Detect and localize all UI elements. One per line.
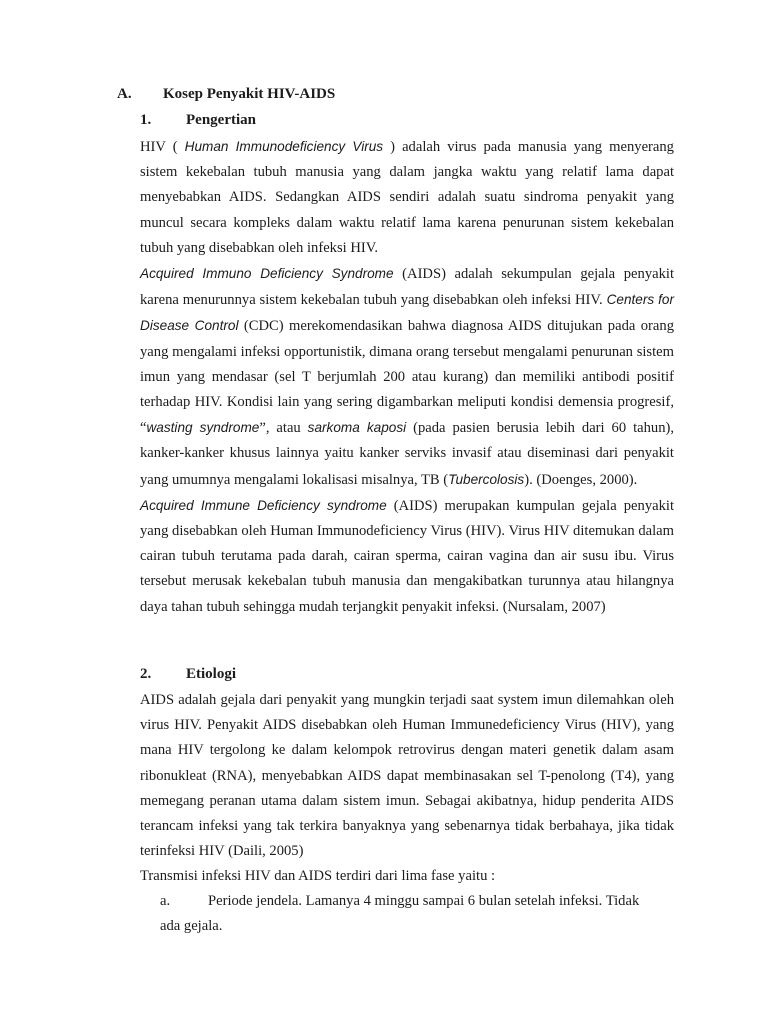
italic-term: Centers for Disease Control — [140, 292, 674, 334]
transmission-phase-list — [140, 889, 674, 939]
subsection-2-title: Etiologi — [186, 666, 237, 682]
subsection-1-marker: 1. — [140, 112, 152, 128]
list-item-line-1: Periode jendela. Lamanya 4 minggu sampai 6 bulan setelah infeksi. Tidak — [208, 893, 640, 909]
paragraph-text: (AIDS) merupakan kumpulan gejala penyakit yang disebabkan oleh Human Immunodeficiency Virus (HIV). Virus HIV ditemukan dalam cairan tubuh terutama pada darah, cairan sperma, cairan vagina dan air susu ibu. Virus tersebut merusak kekebalan tubuh manusia dan mengakibatkan turunnya atau hilangnya daya tahan tubuh sehingga mudah terjangkit penyakit infeksi. (Nursalam, 2007) — [140, 497, 674, 615]
italic-term: sarkoma kaposi — [307, 420, 407, 436]
list-item-marker: a. — [160, 893, 171, 909]
subsection-2-marker: 2. — [140, 666, 152, 682]
italic-term: Acquired Immune Deficiency syndrome — [140, 497, 387, 513]
paragraph-aids-cdc — [140, 261, 674, 493]
paragraph-text: ”, atau — [259, 420, 308, 437]
subsection-1-title: Pengertian — [186, 112, 256, 128]
paragraph-text: ). (Doenges, 2000). — [524, 471, 638, 488]
paragraph-aids-nursalam — [140, 493, 674, 620]
paragraph-hiv-definition — [140, 134, 674, 261]
italic-term: Human Immunodeficiency Virus — [184, 139, 384, 154]
etiologi-body — [140, 688, 674, 890]
paragraph-text: HIV ( — [140, 139, 185, 155]
paragraph-etiologi: AIDS adalah gejala dari penyakit yang mungkin terjadi saat system imun dilemahkan oleh virus HIV. Penyakit AIDS disebabkan oleh Human Immunedeficiency Virus (HIV), yang mana HIV tergolong ke dalam kelompok retrovirus dengan materi genetik dalam asam ribonukleat (RNA), menyebabkan AIDS dapat membinasakan sel T-penolong (T4), yang memegang peranan utama dalam sistem imun. Sebagai akibatnya, hidup penderita AIDS terancam infeksi yang tak terkira banyaknya yang sebenarnya tidak berbahaya, jika tidak terinfeksi HIV (Daili, 2005) — [140, 692, 674, 860]
paragraph-text: (CDC) merekomendasikan bahwa diagnosa AIDS ditujukan pada orang yang mengalami infeksi opportunistik, dimana orang tersebut mengalami penurunan sistem imun yang mendasar (sel T berjumlah 200 atau kurang) dan memiliki antibodi positif terhadap HIV. Kondisi lain yang sering digambarkan meliputi kondisi demensia progresif, “ — [140, 318, 674, 437]
list-item-line-2: ada gejala. — [160, 918, 223, 935]
paragraph-text: (pada pasien berusia lebih dari 60 tahun), kanker-kanker khusus lainnya yaitu kanker serviks invasif atau diseminasi dari penyakit yang umumnya mengalami lokalisasi misalnya, TB ( — [140, 420, 674, 488]
section-a-title: Kosep Penyakit HIV-AIDS — [163, 86, 336, 102]
italic-term: Tubercolosis — [448, 471, 525, 487]
list-item-text — [160, 889, 674, 939]
italic-term: wasting syndrome — [146, 420, 260, 436]
paragraph-text: ) adalah virus pada manusia yang menyerang sistem kekebalan tubuh manusia yang dalam jangka waktu yang relatif lama dapat menyebabkan AIDS. Sedangkan AIDS sendiri adalah suatu sindroma penyakit yang muncul secara kompleks dalam waktu relatif lama karena penurunan sistem kekebalan tubuh yang disebabkan oleh infeksi HIV. — [140, 139, 674, 256]
paragraph-transmisi-intro: Transmisi infeksi HIV dan AIDS terdiri dari lima fase yaitu : — [140, 868, 496, 885]
list-item — [140, 889, 674, 939]
pengertian-body — [140, 134, 674, 620]
section-a-marker: A. — [117, 86, 132, 102]
paragraph-text: (AIDS) adalah sekumpulan gejala penyakit karena menurunnya sistem kekebalan tubuh yang disebabkan oleh infeksi HIV. — [140, 266, 674, 309]
italic-term: Acquired Immuno Deficiency Syndrome — [140, 266, 394, 282]
